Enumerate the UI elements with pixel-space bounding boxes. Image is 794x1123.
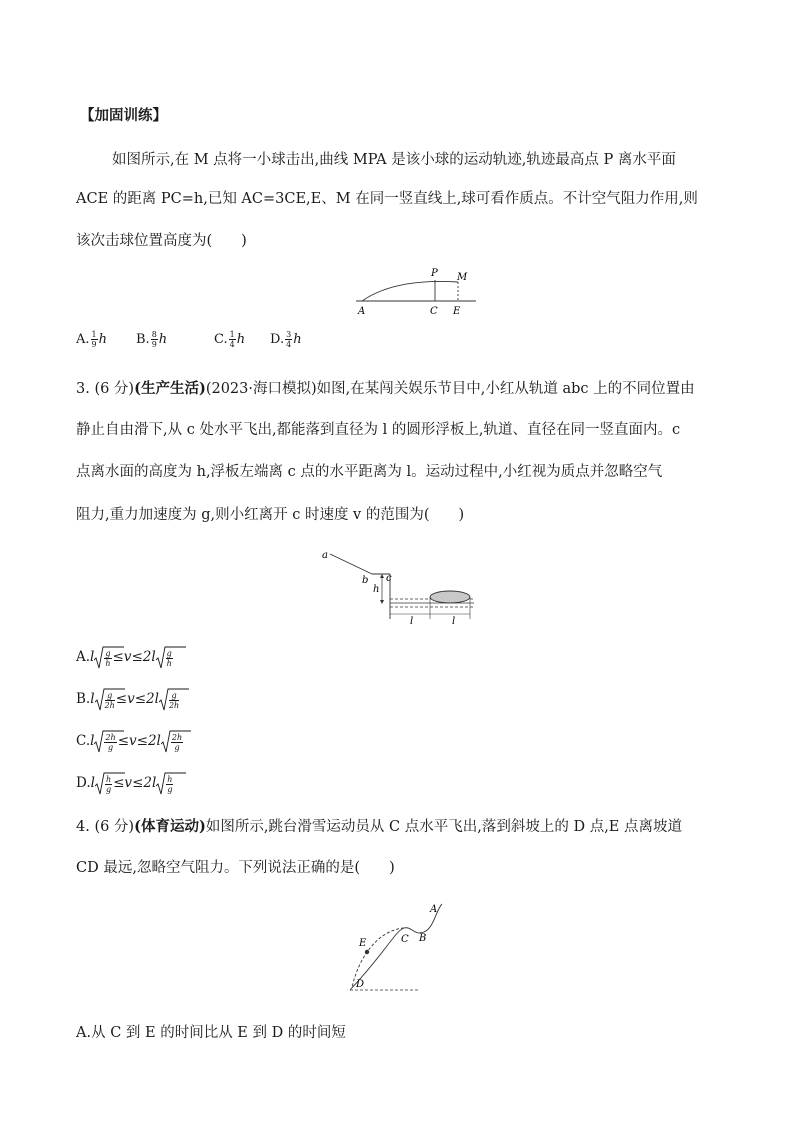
radical-sign-icon	[156, 772, 186, 796]
question-3-line1: 3. (6 分)(生产生活)(2023·海口模拟)如图,在某闯关娱乐节目中,小红从轨道 abc 上的不同位置由	[76, 380, 695, 397]
denominator: g	[174, 743, 180, 752]
option-b[interactable]: B. $\frac{8}{9}$ h	[136, 330, 168, 349]
label-a: a	[322, 550, 328, 561]
label-c: c	[386, 573, 392, 584]
label-l: l	[410, 616, 414, 627]
label-h: h	[373, 584, 380, 595]
coefficient: l	[90, 691, 95, 707]
inequality: ≤v≤	[113, 775, 144, 791]
numerator: h	[105, 775, 112, 784]
square-root	[156, 646, 174, 668]
question-text-line: CD 最远,忽略空气阻力。下列说法正确的是( )	[76, 860, 395, 876]
square-root	[156, 772, 174, 794]
option-letter: C.	[76, 733, 91, 749]
question-text-line: ACE 的距离 PC=h,已知 AC=3CE,E、M 在同一竖直线上,球可看作质点。不计空气阻力作用,则	[76, 191, 698, 207]
radical-sign-icon	[159, 688, 189, 712]
radical-sign-icon	[94, 730, 124, 754]
coefficient: 2l	[146, 691, 159, 707]
label-P: P	[431, 268, 438, 279]
option-b[interactable]	[76, 688, 180, 710]
denominator: g	[108, 743, 114, 752]
option-letter: B.	[76, 691, 91, 707]
question-number: 3. (6 分)	[76, 381, 135, 397]
label-C: C	[430, 306, 438, 317]
label-M: M	[457, 272, 468, 283]
option-c[interactable]	[76, 730, 184, 752]
square-root	[161, 730, 184, 752]
numerator: g	[166, 649, 172, 658]
label-l: l	[452, 616, 456, 627]
question-text-line: 点离水面的高度为 h,浮板左端离 c 点的水平距离为 l。运动过程中,小红视为质点并忽略空气	[76, 464, 663, 480]
denominator: h	[105, 659, 111, 668]
question-text-line: 静止自由滑下,从 c 处水平飞出,都能落到直径为 l 的圆形浮板上,轨道、直径在同一竖直面内。c	[76, 422, 681, 438]
question-text-line: 如图所示,在 M 点将一小球击出,曲线 MPA 是该小球的运动轨迹,轨迹最高点 P 离水平面	[112, 152, 676, 168]
label-E: E	[359, 938, 367, 949]
question-text-line: 阻力,重力加速度为 g,则小红离开 c 时速度 v 的范围为( )	[76, 507, 465, 523]
label-b: b	[362, 575, 369, 586]
coefficient: l	[90, 733, 95, 749]
square-root	[159, 688, 180, 710]
inequality: ≤v≤	[115, 691, 147, 707]
option-letter: A.	[76, 649, 91, 665]
denominator: 2h	[104, 701, 115, 710]
coefficient: l	[90, 649, 95, 665]
coefficient: 2l	[143, 775, 157, 791]
denominator: 2h	[168, 701, 180, 710]
coefficient: 2l	[142, 649, 156, 665]
option-c[interactable]: C. $\frac{1}{4}$ h	[214, 330, 246, 349]
numerator: g	[105, 649, 111, 658]
option-d[interactable]	[76, 772, 174, 794]
trajectory-figure	[350, 262, 480, 318]
ski-jump-figure	[338, 898, 450, 998]
denominator: h	[166, 659, 172, 668]
question-tag: (体育运动)	[134, 818, 206, 835]
numerator: 2h	[105, 733, 116, 742]
section-title: 【加固训练】	[80, 107, 167, 124]
question-text-line: 该次击球位置高度为( )	[76, 233, 247, 249]
radical-sign-icon	[95, 772, 125, 796]
option-a[interactable]: A.从 C 到 E 的时间比从 E 到 D 的时间短	[76, 1025, 346, 1041]
radical-sign-icon	[94, 646, 124, 670]
numerator: g	[105, 691, 115, 701]
inequality: ≤v≤	[112, 649, 143, 665]
square-root	[95, 772, 113, 794]
label-D: D	[356, 979, 365, 990]
label-C: C	[401, 934, 409, 945]
label-B: B	[419, 933, 427, 944]
label-A: A	[430, 904, 438, 915]
question-number: 4. (6 分)	[76, 819, 135, 835]
numerator: g	[169, 691, 179, 701]
denominator: g	[105, 785, 112, 794]
denominator: g	[167, 785, 173, 794]
option-letter: D.	[76, 775, 91, 791]
square-root	[94, 730, 117, 752]
coefficient: 2l	[147, 733, 161, 749]
option-d[interactable]: D. $\frac{3}{4}$ h	[270, 330, 302, 349]
option-a[interactable]: A. $\frac{1}{9}$ h	[76, 330, 107, 349]
inequality: ≤v≤	[117, 733, 148, 749]
radical-sign-icon	[156, 646, 186, 670]
radical-sign-icon	[161, 730, 191, 754]
square-root	[95, 688, 116, 710]
question-4-line1: 4. (6 分)(体育运动)如图所示,跳台滑雪运动员从 C 点水平飞出,落到斜坡上的 D 点,E 点离坡道	[76, 818, 683, 835]
option-a[interactable]	[76, 646, 174, 668]
slide-figure	[318, 545, 478, 627]
label-E: E	[453, 306, 461, 317]
question-tag: (生产生活)	[134, 380, 206, 397]
coefficient: l	[90, 775, 95, 791]
label-A: A	[358, 306, 366, 317]
numerator: 2h	[171, 733, 183, 742]
radical-sign-icon	[95, 688, 125, 712]
numerator: h	[167, 775, 173, 784]
square-root	[94, 646, 112, 668]
